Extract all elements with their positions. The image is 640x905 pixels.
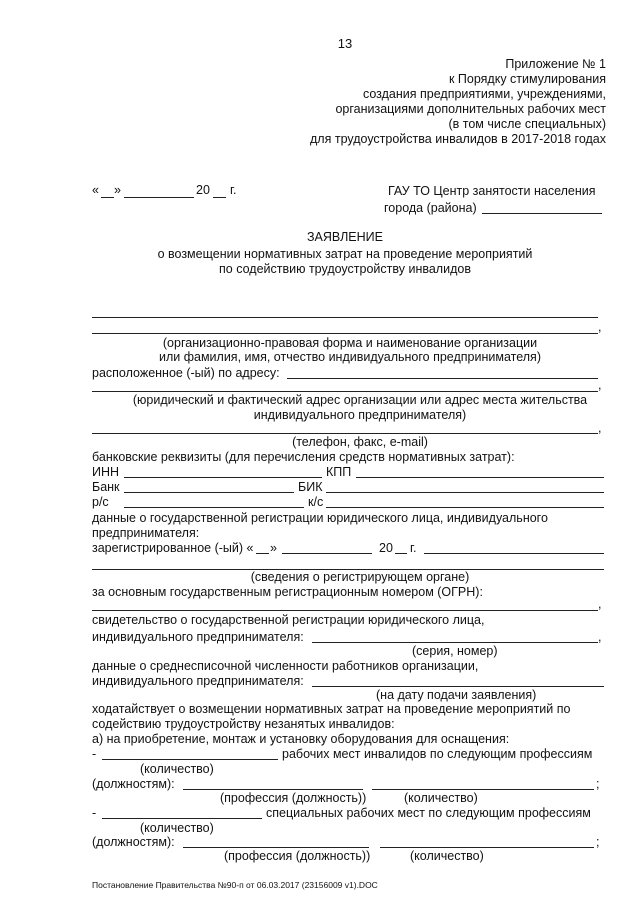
address-hint-2: индивидуального предпринимателя) (253, 408, 467, 422)
appendix-line: создания предприятиями, учреждениями, (362, 87, 606, 101)
reg-year-prefix: 20 (379, 541, 393, 555)
petition-1: ходатайствует о возмещении нормативных затрат на проведение мероприятий по (92, 702, 571, 716)
profession-hint-2: (профессия (должность)) (224, 849, 371, 863)
kpp-field[interactable] (356, 477, 604, 478)
appendix-line: (в том числе специальных) (448, 117, 606, 131)
comma: , (598, 421, 602, 435)
certificate-1: свидетельство о государственной регистрации юридического лица, (92, 613, 485, 627)
org-name-line-1[interactable] (92, 317, 598, 318)
address-label: расположенное (-ый) по адресу: (92, 366, 280, 380)
bank-label: Банк (92, 480, 120, 494)
ogrn-field[interactable] (92, 610, 598, 611)
reg-quote-close: » (270, 541, 277, 555)
rs-label: р/с (92, 495, 109, 509)
appendix-block (206, 57, 606, 147)
day-blank[interactable] (101, 197, 114, 198)
reg-year-blank[interactable] (395, 553, 407, 554)
addressee-line2: города (района) (384, 201, 477, 215)
reg-day-blank[interactable] (256, 553, 269, 554)
comma: , (598, 378, 602, 392)
contacts-line[interactable] (92, 433, 598, 434)
org-name-line-2[interactable] (92, 333, 598, 334)
appendix-line: Приложение № 1 (505, 57, 606, 71)
registered-label: зарегистрированное (-ый) « (92, 541, 254, 555)
year-prefix: 20 (196, 183, 210, 197)
doc-subtitle-1: о возмещении нормативных затрат на проведение мероприятий (157, 247, 533, 261)
appendix-line: для трудоустройства инвалидов в 2017-2018 годах (310, 132, 606, 146)
registrar-hint: (сведения о регистрирующем органе) (250, 570, 470, 584)
series-hint: (серия, номер) (412, 644, 498, 658)
headcount-2: индивидуального предпринимателя: (92, 674, 304, 688)
reg-month-blank[interactable] (282, 553, 372, 554)
quantity-hint-3: (количество) (140, 821, 214, 835)
reg-date-extra[interactable] (424, 553, 604, 554)
headcount-field[interactable] (312, 686, 604, 687)
dash: - (92, 806, 97, 820)
org-hint-2: или фамилия, имя, отчество индивидуального предпринимателя) (158, 350, 541, 364)
headcount-1: данные о среднесписочной численности работников организации, (92, 659, 479, 673)
bank-field[interactable] (124, 492, 294, 493)
date-hint: (на дату подачи заявления) (376, 688, 537, 702)
item-a: а) на приобретение, монтаж и установку оборудования для оснащения: (92, 732, 510, 746)
ogrn-label: за основным государственным регистрационным номером (ОГРН): (92, 585, 483, 599)
profession-quantity-field[interactable] (372, 789, 594, 790)
date-quote-open: « (92, 183, 99, 197)
bik-field[interactable] (326, 492, 604, 493)
doc-subtitle-2: по содействию трудоустройству инвалидов (219, 262, 471, 276)
profession-quantity-field-2[interactable] (380, 847, 594, 848)
semicolon: ; (596, 835, 600, 849)
addressee-line1: ГАУ ТО Центр занятости населения (388, 184, 596, 198)
appendix-line: к Порядку стимулирования (448, 72, 606, 86)
address-hint-1: (юридический и фактический адрес организации или адрес места жительства (132, 393, 588, 407)
footer-doc-ref: Постановление Правительства №90-п от 06.03.2017 (23156009 v1).DOC (92, 880, 378, 890)
bik-label: БИК (298, 480, 323, 494)
certificate-field[interactable] (312, 642, 598, 643)
special-jobs-text: специальных рабочих мест по следующим профессиям (266, 806, 591, 820)
comma: , (598, 320, 602, 334)
reg-year-suffix: г. (410, 541, 417, 555)
city-blank[interactable] (482, 213, 602, 214)
appendix-line: организациями дополнительных рабочих мест (335, 102, 606, 116)
comma: , (598, 630, 602, 644)
special-jobs-quantity-field[interactable] (102, 818, 262, 819)
quantity-hint: (количество) (140, 762, 214, 776)
quantity-hint-4: (количество) (410, 849, 484, 863)
org-hint-1: (организационно-правовая форма и наименование организации (162, 336, 538, 350)
rs-field[interactable] (124, 507, 304, 508)
bank-details-label: банковские реквизиты (для перечисления средств нормативных затрат): (92, 450, 515, 464)
quantity-hint-2: (количество) (404, 791, 478, 805)
date-quote-close: » (114, 183, 121, 197)
address-line-1[interactable] (287, 378, 598, 379)
semicolon: ; (596, 777, 600, 791)
contacts-hint: (телефон, факс, e-mail) (292, 435, 428, 449)
comma: , (598, 597, 602, 611)
certificate-2: индивидуального предпринимателя: (92, 630, 304, 644)
inn-field[interactable] (124, 477, 322, 478)
positions-label: (должностям): (92, 777, 175, 791)
jobs-quantity-field[interactable] (102, 759, 278, 760)
address-line-2[interactable] (92, 391, 598, 392)
jobs-text: рабочих мест инвалидов по следующим профессиям (282, 747, 593, 761)
registration-data-1: данные о государственной регистрации юридического лица, индивидуального (92, 511, 548, 525)
profession-hint: (профессия (должность)) (220, 791, 367, 805)
profession-field-2[interactable] (183, 847, 369, 848)
ks-label: к/с (308, 495, 324, 509)
dash: - (92, 747, 97, 761)
doc-title: ЗАЯВЛЕНИЕ (306, 230, 383, 244)
page-number: 13 (337, 36, 353, 51)
year-blank[interactable] (213, 197, 226, 198)
ks-field[interactable] (326, 507, 604, 508)
inn-label: ИНН (92, 465, 120, 479)
registration-data-2: предпринимателя: (92, 526, 200, 540)
month-blank[interactable] (124, 197, 194, 198)
kpp-label: КПП (326, 465, 352, 479)
profession-field[interactable] (183, 789, 363, 790)
petition-2: содействию трудоустройству незанятых инвалидов: (92, 717, 395, 731)
positions-label-2: (должностям): (92, 835, 175, 849)
year-suffix: г. (230, 183, 237, 197)
